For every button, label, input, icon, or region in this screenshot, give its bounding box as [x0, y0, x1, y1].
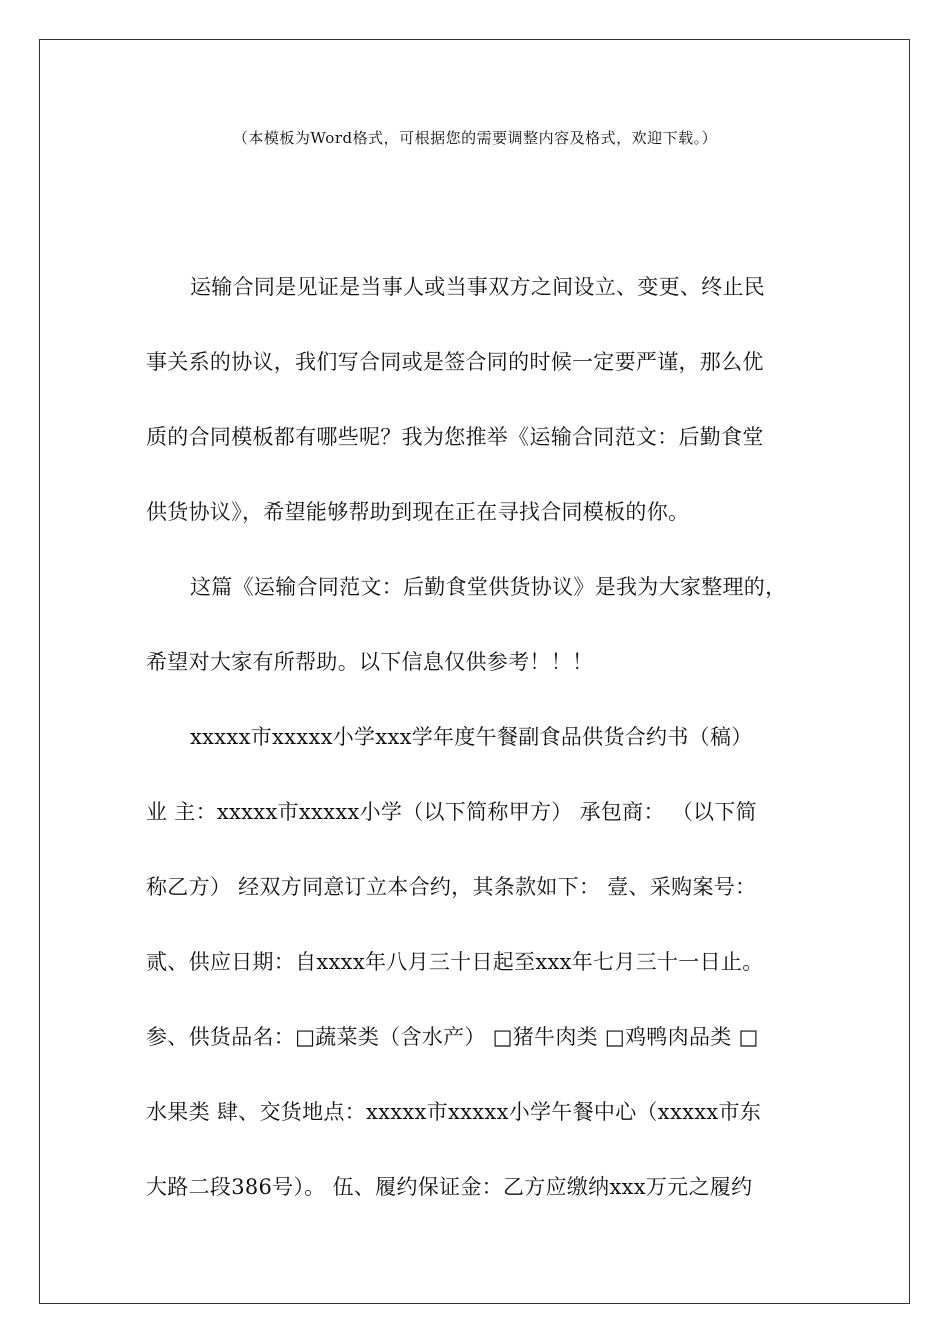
paragraph-line: 称乙方） 经双方同意订立本合约，其条款如下： 壹、采购案号： [146, 875, 757, 899]
paragraph-line: 大路二段386号）。 伍、履约保证金：乙方应缴纳xxx万元之履约 [146, 1175, 753, 1199]
paragraph-line: 贰、供应日期：自xxxx年八月三十日起至xxx年七月三十一日止。 [146, 950, 764, 974]
paragraph-line: 供货协议》，希望能够帮助到现在正在寻找合同模板的你。 [146, 500, 690, 524]
paragraph-line: 这篇《运输合同范文：后勤食堂供货协议》是我为大家整理的， [190, 575, 787, 599]
paragraph-line: 业 主：xxxxx市xxxxx小学（以下简称甲方） 承包商： （以下简 [146, 800, 757, 824]
paragraph-line: 质的合同模板都有哪些呢？我为您推举《运输合同范文：后勤食堂 [146, 425, 764, 449]
paragraph-line: 运输合同是见证是当事人或当事双方之间设立、变更、终止民 [190, 275, 766, 299]
paragraph-line: 水果类 肆、交货地点：xxxxx市xxxxx小学午餐中心（xxxxx市东 [146, 1100, 762, 1124]
contract-title-line: xxxxx市xxxxx小学xxx学年度午餐副食品供货合约书（稿） [190, 725, 753, 749]
paragraph-line: 事关系的协议，我们写合同或是签合同的时候一定要严谨，那么优 [146, 350, 764, 374]
paragraph-line: 希望对大家有所帮助。以下信息仅供参考！！！ [146, 650, 594, 674]
paragraph-line: 参、供货品名：□蔬菜类（含水产） □猪牛肉类 □鸡鸭肉品类 □ [146, 1025, 759, 1049]
template-note: （本模板为Word格式，可根据您的需要调整内容及格式，欢迎下载。） [232, 129, 718, 147]
